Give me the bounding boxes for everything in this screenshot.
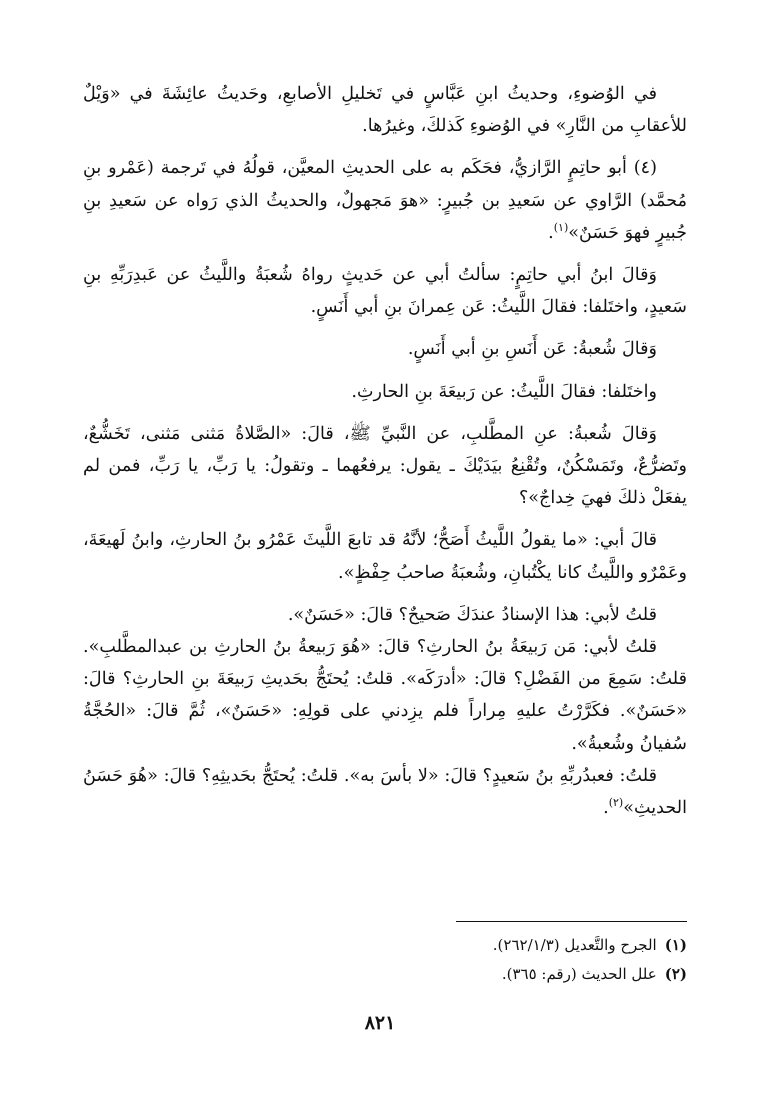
footnote-2-text: علل الحديث (رقم: ٣٦٥). bbox=[501, 965, 657, 983]
footnote-ref-1: (١) bbox=[553, 220, 569, 234]
paragraph-abd-rabbih: قلتُ: فعبدُربِّهِ بنُ سَعيدٍ؟ قالَ: «لا بأسَ به». قلتُ: يُحتَجُّ بحَديثِهِ؟ قالَ: «هُوَ حَسَنُ الحديثِ»$^{(٢)}$. bbox=[83, 765, 687, 819]
page-number: ٨٢١ bbox=[364, 1012, 396, 1034]
footnote-1-text: الجرح والتَّعديل (٢٦٢/١/٣). bbox=[492, 936, 657, 954]
paragraph-hadith: وَقالَ شُعبةُ: عنِ المطَّلبِ، عن النَّبيِّ ﷺ، قالَ: «الصَّلاةُ مَثنى مَثنى، تَخَشُّعٌ، وتَضرُّعٌ، وتَمَسْكُنٌ، وتُقْنِعُ بيَدَيْكَ ـ يقول: يرفعُهما ـ وتقولُ: يا رَبِّ، يا رَبِّ، فمن لم يفعَلْ ذلكَ فهيَ خِداجٌ»؟ bbox=[83, 423, 687, 509]
paragraph-continuation: في الوُضوءِ، وحديثُ ابنِ عَبَّاسٍ في تَخليلِ الأصابعِ، وحَديثُ عائِشَةَ في «وَيْلٌ للأعقابِ من النَّارِ» في الوُضوءِ كَذلكَ، وغيرُها. bbox=[83, 84, 687, 137]
footnote-ref-2: (٢) bbox=[608, 796, 624, 810]
footnote-divider bbox=[456, 921, 687, 922]
footnotes bbox=[380, 931, 687, 989]
paragraph-ikhtalafa: واختَلفا: فقالَ اللَّيثُ: عن رَبيعَةَ بنِ الحارثِ. bbox=[351, 381, 657, 402]
paragraph-abu-hatim: (٤) أبو حاتِمٍ الرَّازيُّ، فحَكَم به على الحديثِ المعيَّن، قولُهُ في تَرجمة (عَمْرو بنِ مُحمَّد) الرَّاوي عن سَعيدِ بن جُبيرٍ: «هوَ مَجهولٌ، والحديثُ الذي رَواه عن سَعيدِ بنِ جُبيرٍ فهوَ حَسَنٌ»$^{(١)}$. bbox=[83, 158, 687, 243]
paragraph-shuba: وَقالَ شُعبةُ: عَن أَنَسِ بنِ أبي أَنَسٍ. bbox=[407, 339, 657, 360]
footnote-1 bbox=[380, 931, 687, 960]
paragraph-question: وَقالَ ابنُ أبي حاتِمٍ: سألتُ أبي عن حَديثٍ رواهُ شُعبَةُ واللَّيثُ عن عَبدِرَبِّهِ بنِ سَعيدٍ، واختَلفا: فقالَ اللَّيثُ: عَن عِمرانَ بنِ أبي أَنَسٍ. bbox=[83, 265, 687, 318]
paragraph-abi-answer: قالَ أبي: «ما يقولُ اللَّيثُ أَصَحُّ؛ لأنَّهُ قد تابعَ اللَّيثَ عَمْرُو بنُ الحارثِ، وابنُ لَهيعَةَ، وعَمْرٌو واللَّيثُ كانا يكْتُبانِ، وشُعبَةُ صاحبُ حِفْظٍ». bbox=[83, 530, 687, 583]
paragraph-isnad: قلتُ لأبي: هذا الإسنادُ عندَكَ صَحيحٌ؟ قالَ: «حَسَنٌ». bbox=[287, 604, 657, 625]
footnote-2-number: (٢) bbox=[664, 965, 687, 983]
footnote-2 bbox=[380, 960, 687, 989]
footnote-1-number: (١) bbox=[664, 936, 687, 954]
paragraph-rabia: قلتُ لأبي: مَن رَبيعَةُ بنُ الحارثِ؟ قالَ: «هُوَ رَبيعةُ بنُ الحارثِ بن عبدالمطَّلبِ». قلتُ: سَمِعَ من الفَضْلِ؟ قالَ: «أدرَكَه». قلتُ: يُحتَجُّ بحَديثِ رَبيعَةَ بنِ الحارثِ؟ قالَ: «حَسَنٌ». فكَرَّرْتُ عليهِ مِراراً فلم يزِدني على قولِهِ: «حَسَنٌ»، ثُمَّ قالَ: «الحُجَّةُ سُفيانُ وشُعبةُ». bbox=[83, 637, 687, 754]
main-text bbox=[83, 78, 687, 824]
